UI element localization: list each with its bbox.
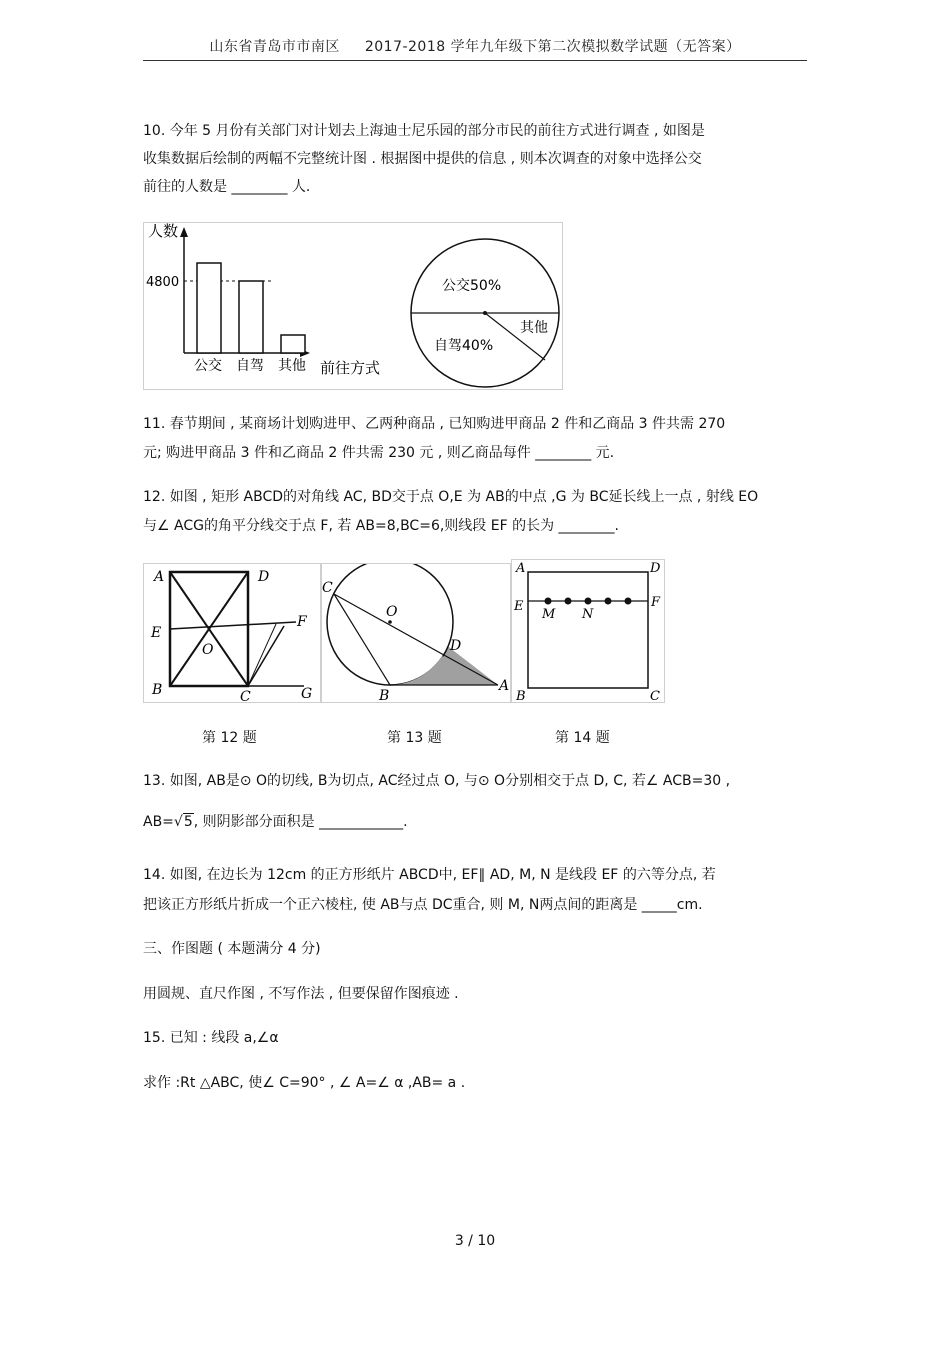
bar-category-0: 公交 bbox=[194, 358, 222, 374]
q12-line2: 与∠ ACG的角平分线交于点 F, 若 AB=8,BC=6,则线段 EF 的长为 ________. bbox=[143, 518, 619, 534]
q14-line1: 14. 如图, 在边长为 12cm 的正方形纸片 ABCD中, EF∥ AD, M, N 是线段 EF 的六等分点, 若 bbox=[143, 867, 716, 883]
fig13-svg bbox=[322, 564, 510, 702]
page-number: 3 / 10 bbox=[454, 1233, 496, 1249]
section3-title: 三、作图题 ( 本题满分 4 分) bbox=[143, 941, 321, 957]
q11-line1: 11. 春节期间 , 某商场计划购进甲、乙两种商品 , 已知购进甲商品 2 件和乙商品 3 件共需 270 bbox=[143, 416, 726, 432]
fig12-bisector bbox=[248, 626, 284, 686]
fig12-bisector-2 bbox=[248, 624, 276, 686]
q11-line2: 元; 购进甲商品 3 件和乙商品 2 件共需 230 元 , 则乙商品每件 ________ 元. bbox=[143, 445, 615, 461]
q10-line3: 前往的人数是 ________ 人. bbox=[143, 179, 311, 195]
fig14-point-2 bbox=[565, 598, 572, 605]
fig12-label-O: O bbox=[202, 642, 214, 658]
pie-center bbox=[483, 311, 487, 315]
fig12-label-F: F bbox=[297, 614, 307, 630]
sqrt-symbol: √5 bbox=[173, 814, 193, 830]
fig14 bbox=[511, 559, 665, 703]
fig14-label-B: B bbox=[516, 689, 526, 702]
fig14-point-4 bbox=[605, 598, 612, 605]
fig14-point-M bbox=[545, 598, 552, 605]
fig13-label-C: C bbox=[322, 580, 333, 596]
fig13-label-D: D bbox=[450, 638, 462, 654]
page-header bbox=[0, 36, 950, 56]
fig13-caption: 第 13 题 bbox=[387, 730, 442, 746]
fig12-label-C: C bbox=[240, 689, 251, 702]
fig14-point-N bbox=[585, 598, 592, 605]
fig14-point-5 bbox=[625, 598, 632, 605]
fig14-caption: 第 14 题 bbox=[555, 730, 610, 746]
bar-ref-label: 4800 bbox=[146, 275, 180, 290]
q14-line2: 把该正方形纸片折成一个正六棱柱, 使 AB与点 DC重合, 则 M, N两点间的距离是 _____cm. bbox=[143, 897, 703, 913]
bar-ylabel: 人数 bbox=[148, 223, 179, 240]
bar-2 bbox=[281, 335, 305, 353]
q13-line2 bbox=[143, 813, 408, 831]
fig14-label-M: M bbox=[542, 607, 556, 622]
q10-line1: 10. 今年 5 月份有关部门对计划去上海迪士尼乐园的部分市民的前往方式进行调查 , 如图是 bbox=[143, 123, 705, 139]
pie-label-drive: 自驾40% bbox=[434, 338, 494, 354]
fig13-label-B: B bbox=[379, 688, 390, 702]
fig14-label-F: F bbox=[651, 595, 661, 610]
q15-line1: 15. 已知 : 线段 a,∠α bbox=[143, 1030, 279, 1046]
q13-radicand: 5 bbox=[183, 814, 193, 830]
fig12-label-A: A bbox=[154, 569, 165, 585]
header-rule bbox=[143, 60, 807, 61]
bar-y-arrow-icon bbox=[180, 227, 188, 237]
q13-line2-prefix: AB= bbox=[143, 814, 174, 830]
fig14-label-N: N bbox=[582, 607, 594, 622]
fig13-label-A: A bbox=[499, 678, 510, 694]
bar-series bbox=[197, 263, 305, 353]
q10-charts-svg bbox=[144, 223, 562, 389]
bar-1 bbox=[239, 281, 263, 353]
bar-xlabel: 前往方式 bbox=[320, 359, 381, 377]
fig14-label-E: E bbox=[514, 599, 524, 614]
q13-line1: 13. 如图, AB是⊙ O的切线, B为切点, AC经过点 O, 与⊙ O分别相交于点 D, C, 若∠ ACB=30 , bbox=[143, 773, 731, 789]
fig12-label-G: G bbox=[301, 686, 313, 702]
fig14-label-A: A bbox=[516, 561, 526, 576]
fig12 bbox=[143, 563, 321, 703]
bar-0 bbox=[197, 263, 221, 353]
bar-category-2: 其他 bbox=[278, 358, 306, 374]
fig13 bbox=[321, 563, 511, 703]
pie-label-other: 其他 bbox=[520, 320, 548, 336]
fig12-label-E: E bbox=[151, 625, 162, 641]
fig12-svg bbox=[144, 564, 320, 702]
bar-category-1: 自驾 bbox=[236, 358, 264, 374]
fig14-svg bbox=[512, 560, 664, 702]
header-title: 2017-2018 学年九年级下第二次模拟数学试题（无答案） bbox=[364, 39, 741, 55]
q10-line2: 收集数据后绘制的两幅不完整统计图 . 根据图中提供的信息 , 则本次调查的对象中选择公交 bbox=[143, 151, 702, 167]
fig14-square bbox=[528, 572, 648, 688]
fig12-ray-eo bbox=[170, 622, 296, 629]
q15-line2: 求作 :Rt △ABC, 使∠ C=90° , ∠ A=∠ α ,AB= a . bbox=[143, 1075, 466, 1091]
q13-line2-suffix: , 则阴影部分面积是 ____________. bbox=[193, 814, 408, 830]
fig12-caption: 第 12 题 bbox=[202, 730, 257, 746]
fig12-label-D: D bbox=[258, 569, 270, 585]
fig14-label-D: D bbox=[650, 561, 661, 576]
q10-figure bbox=[143, 222, 563, 390]
pie-label-bus: 公交50% bbox=[442, 278, 502, 294]
fig12-label-B: B bbox=[152, 682, 163, 698]
fig13-label-O: O bbox=[386, 604, 398, 620]
fig13-center bbox=[388, 620, 392, 624]
section3-instruction: 用圆规、直尺作图 , 不写作法 , 但要保留作图痕迹 . bbox=[143, 986, 459, 1002]
bar-categories bbox=[194, 358, 306, 374]
header-region: 山东省青岛市市南区 bbox=[209, 39, 340, 55]
fig14-label-C: C bbox=[650, 689, 660, 702]
q12-line1: 12. 如图 , 矩形 ABCD的对角线 AC, BD交于点 O,E 为 AB的中点 ,G 为 BC延长线上一点 , 射线 EO bbox=[143, 489, 759, 505]
